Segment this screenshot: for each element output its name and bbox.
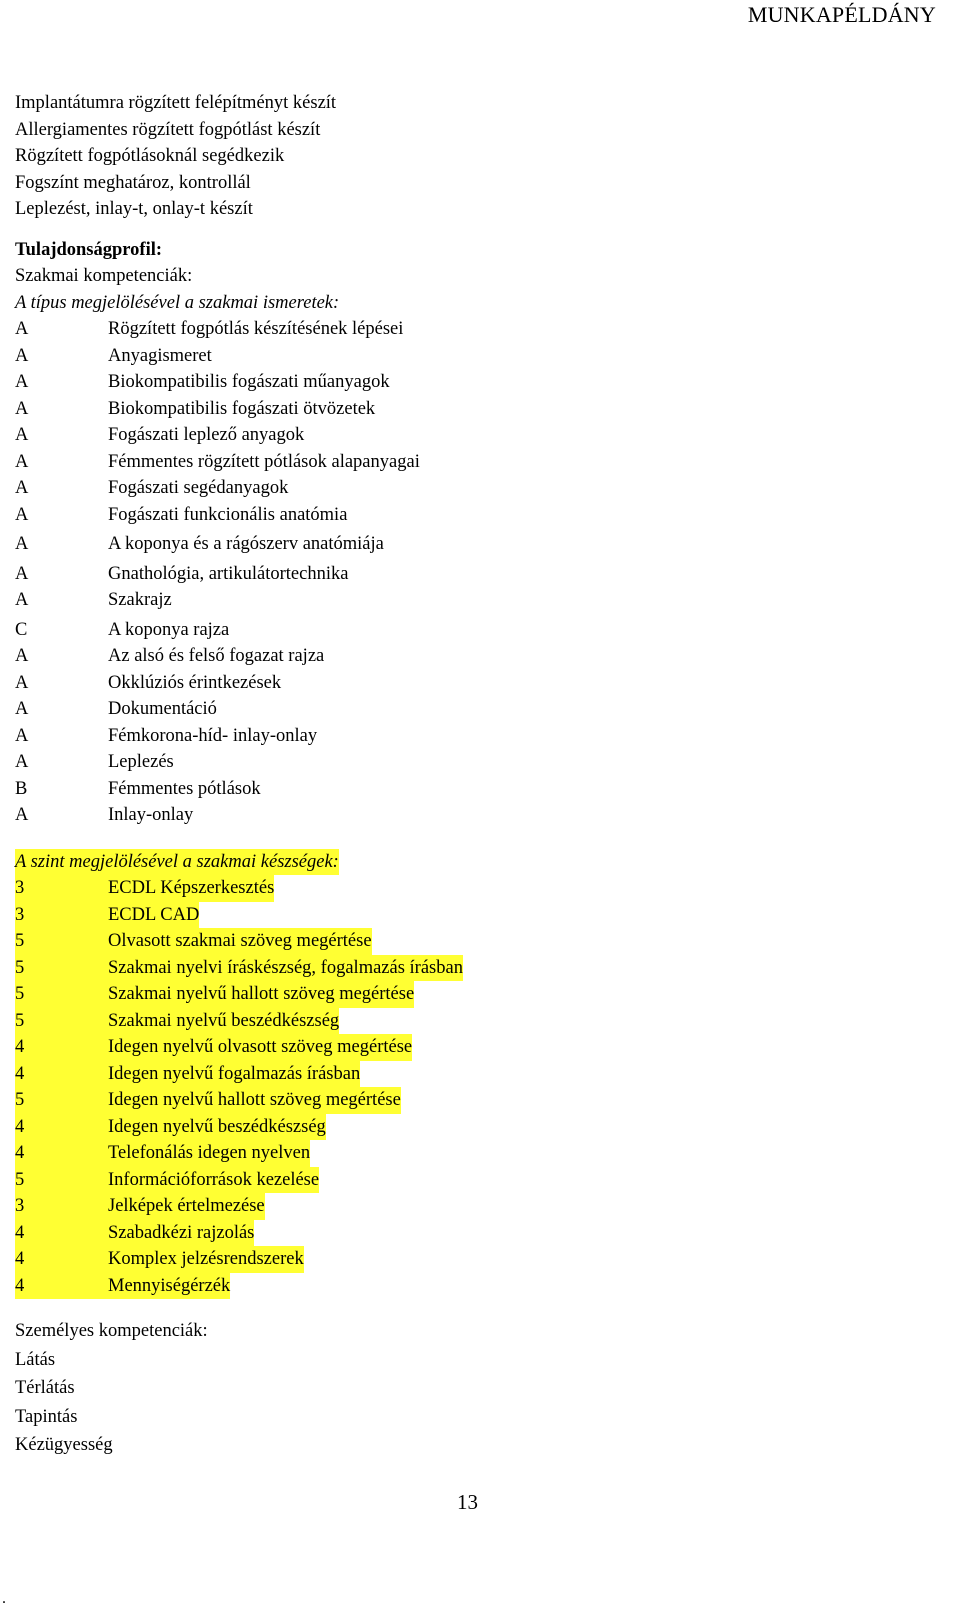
knowledge-text: A koponya és a rágószerv anatómiája: [108, 534, 384, 554]
knowledge-text: Anyagismeret: [108, 345, 212, 366]
intro-line: Rögzített fogpótlásoknál segédkezik: [15, 146, 285, 166]
skill-item: [15, 1140, 310, 1167]
knowledge-type: A: [15, 699, 29, 719]
knowledge-item: [15, 316, 935, 343]
footer-dot: .: [2, 1590, 6, 1607]
knowledge-item: [15, 802, 935, 829]
skill-item: [15, 1246, 304, 1273]
knowledge-type: A: [15, 451, 29, 472]
skill-level: 4: [15, 1037, 25, 1057]
skill-item: [15, 902, 199, 929]
knowledge-type: A: [15, 646, 29, 666]
skill-text: Információforrások kezelése: [108, 1169, 320, 1190]
knowledge-text: Inlay-onlay: [108, 805, 194, 825]
skill-text: Idegen nyelvű fogalmazás írásban: [108, 1063, 361, 1084]
skill-level: 4: [15, 1063, 25, 1084]
skill-item: [15, 1273, 230, 1300]
knowledge-item: [15, 475, 935, 502]
skill-text: ECDL CAD: [108, 904, 200, 925]
personal-section: [15, 1317, 935, 1460]
knowledge-text: Leplezés: [108, 752, 174, 772]
skill-item: [15, 1008, 339, 1035]
personal-item: Kézügyesség: [15, 1435, 113, 1455]
page-number: 13: [457, 1490, 478, 1514]
knowledge-type: A: [15, 805, 29, 825]
skill-text: Jelképek értelmezése: [108, 1196, 265, 1216]
knowledge-item: [15, 617, 935, 644]
skill-item: [15, 981, 414, 1008]
knowledge-type: A: [15, 752, 29, 772]
skill-text: Telefonálás idegen nyelven: [108, 1143, 311, 1163]
profile-title: Tulajdonságprofil:: [15, 239, 163, 260]
knowledge-text: Biokompatibilis fogászati műanyagok: [108, 372, 390, 392]
knowledge-type: A: [15, 725, 29, 746]
skill-item: [15, 928, 372, 955]
personal-item: Látás: [15, 1349, 56, 1370]
skill-item: [15, 1193, 265, 1220]
knowledge-item: [15, 749, 935, 776]
skill-text: Szakmai nyelvű beszédkészség: [108, 1010, 340, 1031]
knowledge-text: Fogászati segédanyagok: [108, 478, 289, 498]
competencies-label: Szakmai kompetenciák:: [15, 266, 193, 286]
skill-level: 5: [15, 1090, 25, 1110]
knowledge-type: A: [15, 345, 29, 366]
skill-item: [15, 1167, 319, 1194]
skill-item: [15, 1220, 254, 1247]
knowledge-text: Biokompatibilis fogászati ötvözetek: [108, 398, 376, 419]
knowledge-item: [15, 561, 935, 588]
knowledge-item: [15, 587, 935, 614]
skill-text: Idegen nyelvű hallott szöveg megértése: [108, 1090, 401, 1110]
knowledge-text: Fémmentes pótlások: [108, 778, 261, 799]
knowledge-type: A: [15, 478, 29, 498]
skill-level: 3: [15, 904, 25, 925]
knowledge-item: [15, 502, 935, 529]
skill-item: [15, 955, 463, 982]
knowledge-type: A: [15, 590, 29, 610]
skill-item: [15, 1034, 412, 1061]
skill-level: 5: [15, 984, 25, 1004]
knowledge-text: Fogászati funkcionális anatómia: [108, 504, 348, 525]
skill-item: [15, 1061, 360, 1088]
skill-level: 4: [15, 1249, 25, 1269]
knowledge-item: [15, 696, 935, 723]
skill-level: 4: [15, 1143, 25, 1163]
knowledge-item: [15, 776, 935, 803]
skills-intro: [15, 849, 339, 876]
skill-level: 3: [15, 1196, 25, 1216]
knowledge-text: Szakrajz: [108, 590, 172, 610]
knowledge-type: A: [15, 563, 29, 584]
knowledge-item: [15, 369, 935, 396]
knowledge-intro: A típus megjelölésével a szakmai ismeretek:: [15, 292, 340, 313]
knowledge-text: Rögzített fogpótlás készítésének lépései: [108, 319, 404, 339]
intro-line: Allergiamentes rögzített fogpótlást készít: [15, 119, 321, 140]
skill-text: Idegen nyelvű olvasott szöveg megértése: [108, 1037, 413, 1057]
skill-level: 3: [15, 878, 25, 898]
knowledge-type: B: [15, 778, 28, 799]
skill-text: Szakmai nyelvű hallott szöveg megértése: [108, 984, 415, 1004]
knowledge-text: Fémmentes rögzített pótlások alapanyagai: [108, 451, 420, 472]
knowledge-type: A: [15, 672, 29, 693]
skill-text: Idegen nyelvű beszédkészség: [108, 1116, 326, 1137]
page-content: [15, 90, 935, 1460]
knowledge-text: Dokumentáció: [108, 699, 217, 719]
knowledge-item: [15, 343, 935, 370]
knowledge-text: Fémkorona-híd- inlay-onlay: [108, 725, 318, 746]
intro-list: [15, 90, 935, 223]
skill-text: Szabadkézi rajzolás: [108, 1222, 255, 1243]
knowledge-list: [15, 316, 935, 829]
knowledge-item: [15, 723, 935, 750]
knowledge-item: [15, 670, 935, 697]
personal-label: Személyes kompetenciák:: [15, 1321, 208, 1341]
skill-level: 5: [15, 931, 25, 951]
knowledge-item: [15, 531, 935, 558]
knowledge-type: C: [15, 619, 28, 640]
skill-level: 4: [15, 1222, 25, 1243]
personal-item: Térlátás: [15, 1378, 75, 1398]
intro-line: Leplezést, inlay-t, onlay-t készít: [15, 199, 253, 219]
knowledge-type: A: [15, 319, 29, 339]
skill-text: Olvasott szakmai szöveg megértése: [108, 931, 372, 951]
knowledge-text: Az alsó és felső fogazat rajza: [108, 646, 325, 666]
knowledge-type: A: [15, 504, 29, 525]
document-header-label: MUNKAPÉLDÁNY: [747, 2, 936, 27]
skill-item: [15, 1087, 401, 1114]
knowledge-text: Okklúziós érintkezések: [108, 672, 282, 693]
knowledge-type: A: [15, 372, 29, 392]
skills-intro-text: A szint megjelölésével a szakmai készségek:: [15, 851, 339, 872]
skill-text: ECDL Képszerkesztés: [108, 878, 275, 898]
skills-section: [15, 849, 935, 1300]
knowledge-text: Gnathológia, artikulátortechnika: [108, 563, 349, 584]
intro-line: Fogszínt meghatároz, kontrollál: [15, 172, 251, 193]
skill-item: [15, 875, 274, 902]
skill-text: Komplex jelzésrendszerek: [108, 1249, 304, 1269]
skill-item: [15, 1114, 326, 1141]
knowledge-item: [15, 396, 935, 423]
skill-level: 5: [15, 1010, 25, 1031]
knowledge-type: A: [15, 425, 29, 445]
knowledge-text: A koponya rajza: [108, 619, 230, 640]
knowledge-type: A: [15, 534, 29, 554]
knowledge-type: A: [15, 398, 29, 419]
knowledge-item: [15, 422, 935, 449]
knowledge-item: [15, 643, 935, 670]
knowledge-item: [15, 449, 935, 476]
skill-text: Szakmai nyelvi íráskészség, fogalmazás írásban: [108, 957, 463, 978]
skill-level: 5: [15, 957, 25, 978]
intro-line: Implantátumra rögzített felépítményt készít: [15, 93, 337, 113]
skill-level: 4: [15, 1116, 25, 1137]
skill-text: Mennyiségérzék: [108, 1275, 231, 1296]
skill-level: 4: [15, 1275, 25, 1296]
skill-level: 5: [15, 1169, 25, 1190]
personal-item: Tapintás: [15, 1406, 78, 1427]
knowledge-text: Fogászati leplező anyagok: [108, 425, 305, 445]
